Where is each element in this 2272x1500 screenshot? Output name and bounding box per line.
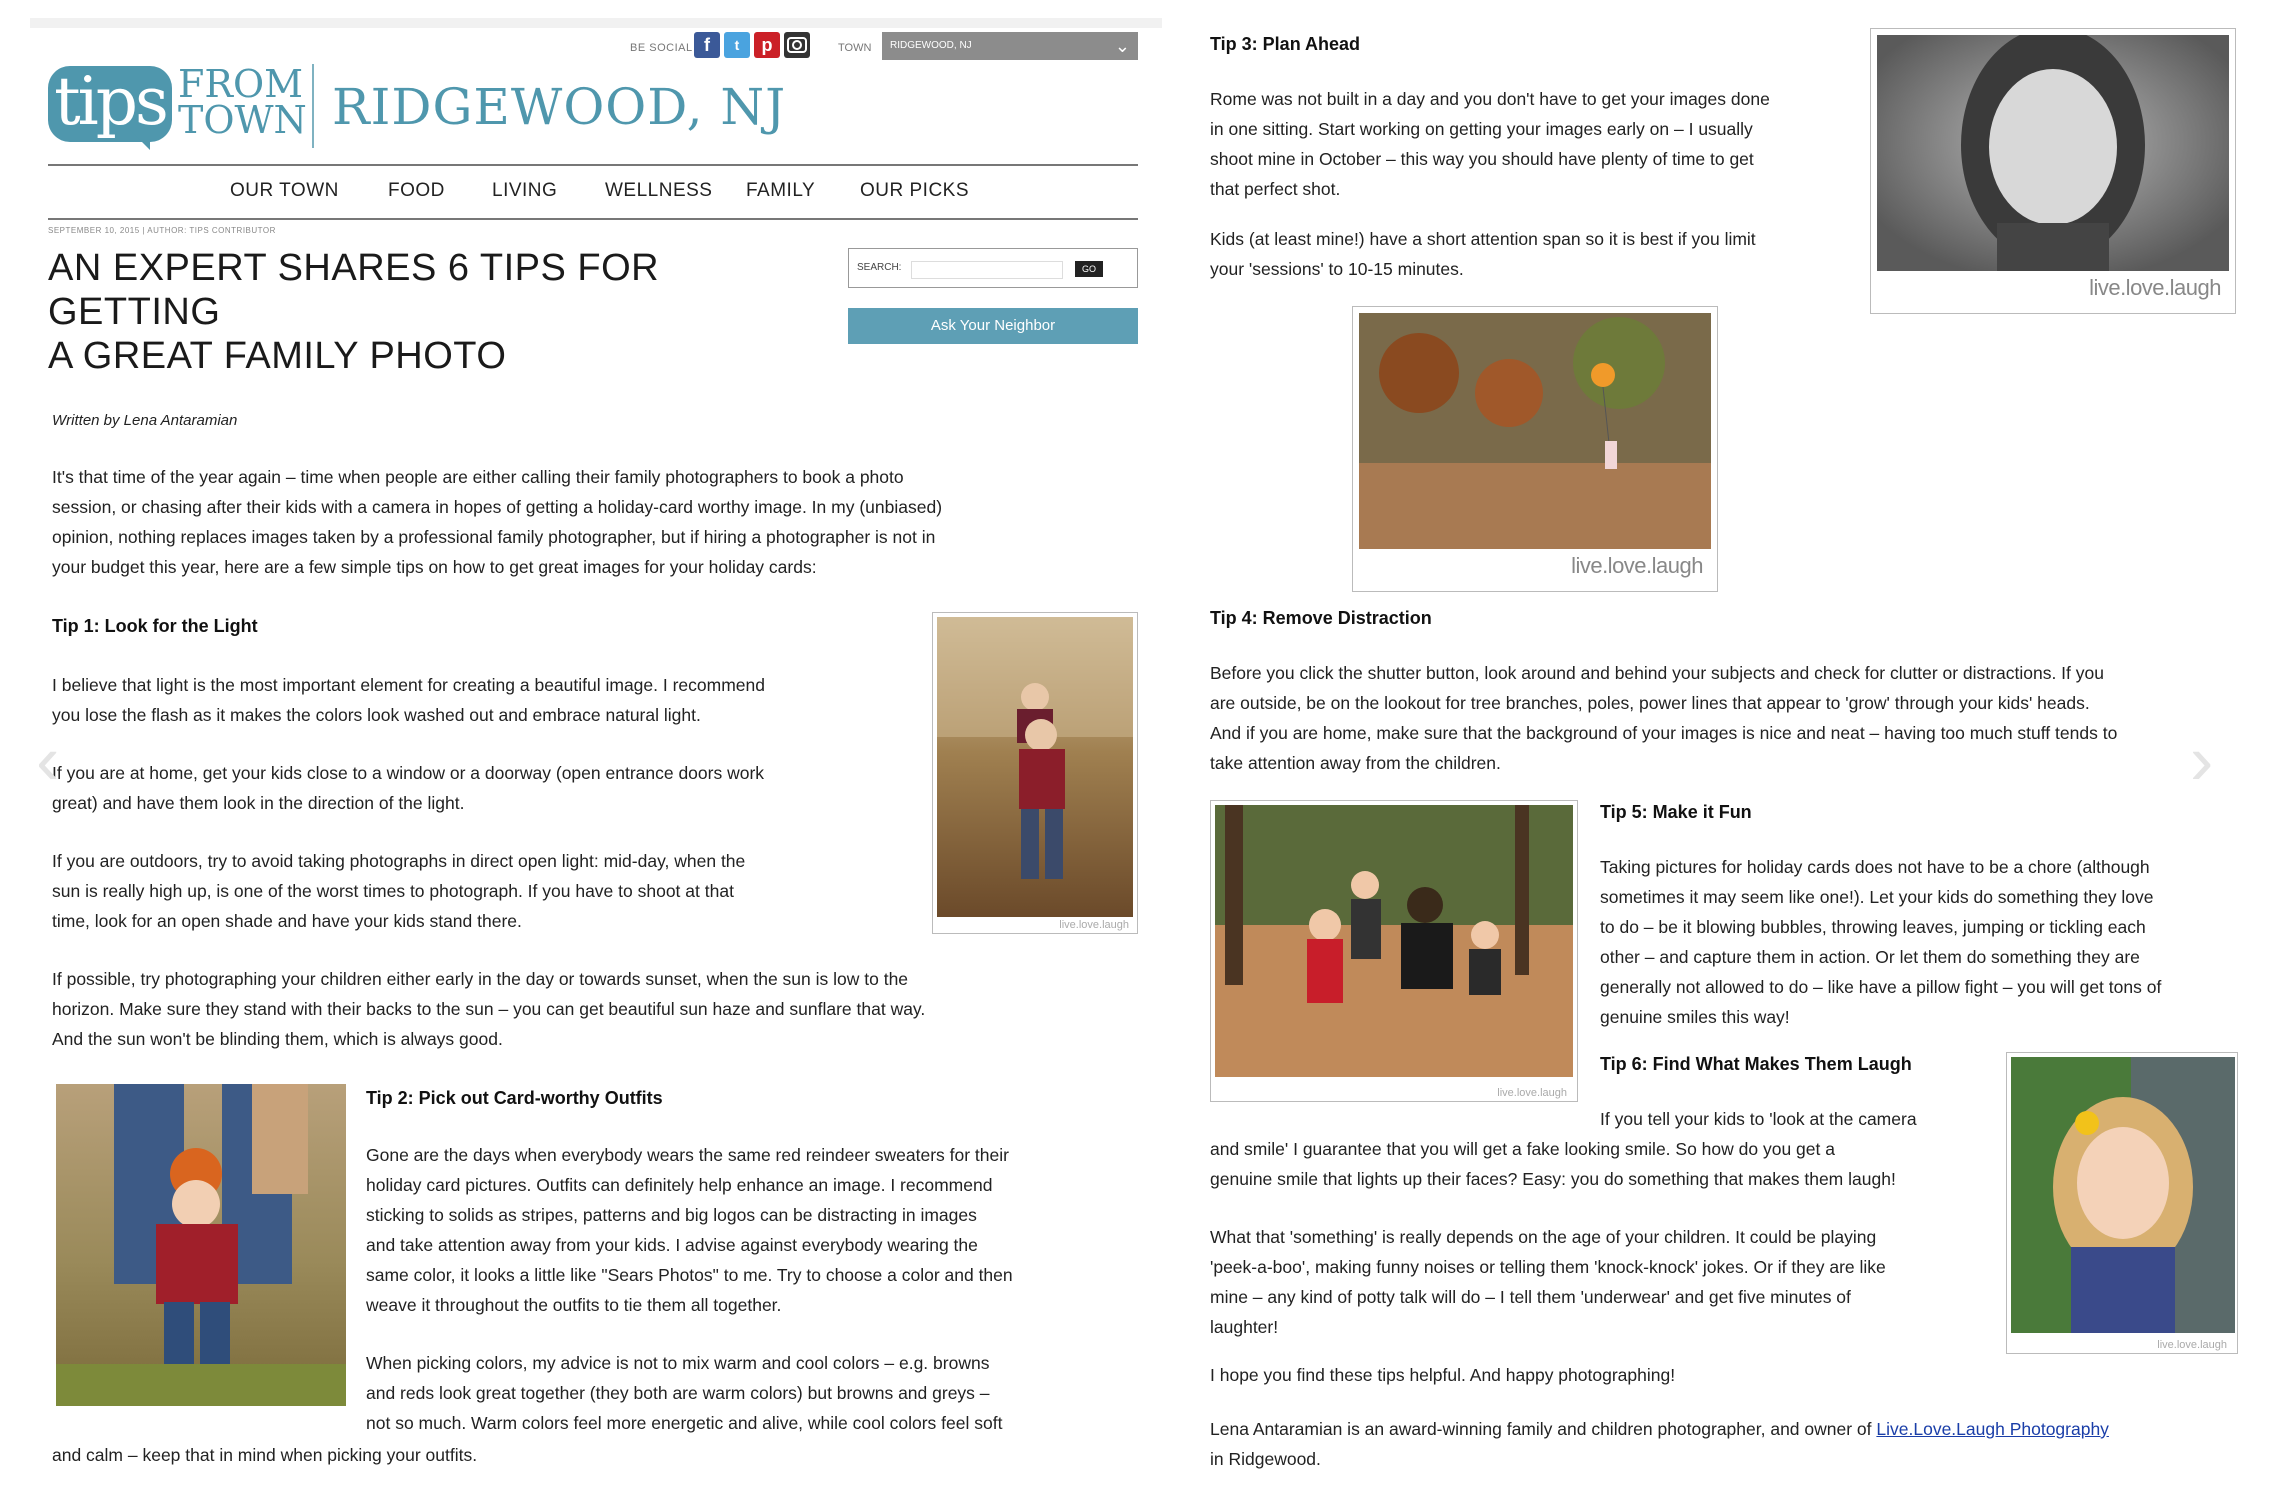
town-select-value: RIDGEWOOD, NJ xyxy=(890,40,972,51)
tip2-paragraph-2 xyxy=(366,1348,1002,1438)
text-line: laughter! xyxy=(1210,1317,1279,1337)
headline-line-2: A GREAT FAMILY PHOTO xyxy=(48,335,507,377)
tip3-paragraph-2 xyxy=(1210,224,1756,284)
tip5-title: Tip 5: Make it Fun xyxy=(1600,802,1752,822)
nav-rule xyxy=(48,218,1138,220)
text-line: great) and have them look in the direction of the light. xyxy=(52,793,465,813)
photo-watermark: live.love.laugh xyxy=(1497,1087,1567,1099)
text-line: If possible, try photographing your children either early in the day or towards sunset, when the sun is low to the xyxy=(52,969,909,989)
tip3-paragraph-1 xyxy=(1210,84,1770,204)
text-line: to do – be it blowing bubbles, throwing leaves, jumping or tickling each xyxy=(1600,917,2146,937)
text-line: What that 'something' is really depends on the age of your children. It could be playing xyxy=(1210,1227,1877,1247)
text-line: Rome was not built in a day and you don't have to get your images done xyxy=(1210,89,1770,109)
text-line: Before you click the shutter button, look around and behind your subjects and check for clutter or distractions. If you xyxy=(1210,663,2104,683)
text-line: weave it throughout the outfits to tie them all together. xyxy=(366,1295,782,1315)
tip2-title: Tip 2: Pick out Card-worthy Outfits xyxy=(366,1088,663,1108)
logo-from: FROM xyxy=(178,62,304,106)
text-line: other – and capture them in action. Or let them do something they are xyxy=(1600,947,2140,967)
tip4-paragraph-1 xyxy=(1210,658,2117,778)
text-line: genuine smiles this way! xyxy=(1600,1007,1790,1027)
nav-food[interactable]: FOOD xyxy=(388,180,445,201)
photo-family-leaves xyxy=(1210,800,1578,1102)
nav-living[interactable]: LIVING xyxy=(492,180,558,201)
text-line: and take attention away from your kids. I advise against everybody wearing the xyxy=(366,1235,978,1255)
tip6-paragraph-2 xyxy=(1210,1222,1886,1342)
text-line: that perfect shot. xyxy=(1210,179,1341,199)
article-headline xyxy=(48,246,828,378)
photo-balloon-field xyxy=(1352,306,1718,592)
search-box xyxy=(848,248,1138,288)
photo-piggyback xyxy=(932,612,1138,934)
photo-girl-flower xyxy=(2006,1052,2238,1354)
chevron-left-icon[interactable]: ‹ xyxy=(36,721,60,799)
text-line: opinion, nothing replaces images taken by a professional family photographer, but if hiring a photographer is not in xyxy=(52,527,936,547)
text-line: If you are outdoors, try to avoid taking photographs in direct open light: mid-day, when the xyxy=(52,851,746,871)
logo-tail xyxy=(128,128,150,150)
text-line: session, or chasing after their kids with a camera in hopes of getting a holiday-card worthy image. In my (unbiased) xyxy=(52,497,943,517)
byline: SEPTEMBER 10, 2015 | AUTHOR: TIPS CONTRIBUTOR xyxy=(48,226,276,235)
search-go-button[interactable]: GO xyxy=(1075,261,1103,277)
text-line: sometimes it may seem like one!). Let your kids do something they love xyxy=(1600,887,2154,907)
headline-line-1: AN EXPERT SHARES 6 TIPS FOR GETTING xyxy=(48,247,660,333)
text-line: When picking colors, my advice is not to mix warm and cool colors – e.g. browns xyxy=(366,1353,990,1373)
tip6-paragraph-1 xyxy=(1210,1134,1896,1194)
text-line: sticking to solids as stripes, patterns and big logos can be distracting in images xyxy=(366,1205,977,1225)
tip1-paragraph-3 xyxy=(52,846,745,936)
tip1-paragraph-1 xyxy=(52,670,765,730)
text-line: you lose the flash as it makes the colors look washed out and embrace natural light. xyxy=(52,705,701,725)
social-label: BE SOCIAL xyxy=(630,42,693,54)
logo-divider xyxy=(312,64,314,148)
twitter-icon[interactable]: t xyxy=(724,32,750,58)
text-line: take attention away from the children. xyxy=(1210,753,1501,773)
author-bio xyxy=(1210,1414,2109,1474)
text-line: generally not allowed to do – like have a pillow fight – you will get tons of xyxy=(1600,977,2162,997)
photo-watermark: live.love.laugh xyxy=(1059,919,1129,931)
text-line: and smile' I guarantee that you will get a fake looking smile. So how do you get a xyxy=(1210,1139,1835,1159)
text-line: in one sitting. Start working on getting your images early on – I usually xyxy=(1210,119,1753,139)
photo-watermark: live.love.laugh xyxy=(1571,553,1703,578)
search-label: SEARCH: xyxy=(857,262,902,273)
text-line: It's that time of the year again – time when people are either calling their family photographers to book a photo xyxy=(52,467,904,487)
text-line: genuine smile that lights up their faces? Easy: you do something that makes them laugh! xyxy=(1210,1169,1896,1189)
text-line: mine – any kind of potty talk will do – I tell them 'underwear' and get five minutes of xyxy=(1210,1287,1851,1307)
bio-text: Lena Antaramian is an award-winning family and children photographer, and owner of xyxy=(1210,1419,1877,1439)
logo-town: TOWN xyxy=(178,98,307,142)
logo[interactable] xyxy=(48,63,172,142)
facebook-icon[interactable]: f xyxy=(694,32,720,58)
photo-watermark: live.love.laugh xyxy=(2157,1339,2227,1351)
tip2-paragraph-2-end: and calm – keep that in mind when picking your outfits. xyxy=(52,1445,478,1465)
chevron-right-icon[interactable]: › xyxy=(2190,721,2214,799)
text-line: And if you are home, make sure that the background of your images is nice and neat – having too much stuff tends to xyxy=(1210,723,2118,743)
closing-line: I hope you find these tips helpful. And happy photographing! xyxy=(1210,1365,1676,1385)
text-line: your budget this year, here are a few simple tips on how to get great images for your holiday cards: xyxy=(52,557,817,577)
photo-baby-standing xyxy=(56,1084,346,1406)
text-line: Kids (at least mine!) have a short attention span so it is best if you limit xyxy=(1210,229,1756,249)
text-line: horizon. Make sure they stand with their backs to the sun – you can get beautiful sun haze and sunflare that way. xyxy=(52,999,926,1019)
town-select[interactable] xyxy=(882,32,1138,60)
text-line: and reds look great together (they both are warm colors) but browns and greys – xyxy=(366,1383,990,1403)
text-line: time, look for an open shade and have your kids stand there. xyxy=(52,911,522,931)
photography-link[interactable]: Live.Love.Laugh Photography xyxy=(1876,1419,2109,1439)
tip6-paragraph-1-start: If you tell your kids to 'look at the camera xyxy=(1600,1109,1917,1129)
header-rule xyxy=(48,164,1138,166)
intro-paragraph xyxy=(52,462,942,582)
nav-wellness[interactable]: WELLNESS xyxy=(605,180,713,201)
chevron-down-icon: ⌄ xyxy=(1114,36,1130,56)
text-line: holiday card pictures. Outfits can definitely help enhance an image. I recommend xyxy=(366,1175,993,1195)
text-line: not so much. Warm colors feel more energetic and alive, while cool colors feel soft xyxy=(366,1413,1003,1433)
text-line: Gone are the days when everybody wears the same red reindeer sweaters for their xyxy=(366,1145,1009,1165)
photo-watermark: live.love.laugh xyxy=(2089,275,2221,300)
logo-tips: tips xyxy=(54,63,166,140)
instagram-icon[interactable] xyxy=(784,32,810,58)
search-input[interactable] xyxy=(911,261,1063,279)
text-line: 'peek-a-boo', making funny noises or telling them 'knock-knock' jokes. Or if they are like xyxy=(1210,1257,1886,1277)
text-line: I believe that light is the most important element for creating a beautiful image. I recommend xyxy=(52,675,765,695)
tip3-title: Tip 3: Plan Ahead xyxy=(1210,34,1361,54)
text-line: your 'sessions' to 10-15 minutes. xyxy=(1210,259,1464,279)
tip1-title: Tip 1: Look for the Light xyxy=(52,616,258,636)
nav-our-town[interactable]: OUR TOWN xyxy=(230,180,339,201)
text-line: And the sun won't be blinding them, which is always good. xyxy=(52,1029,503,1049)
bio-text-end: in Ridgewood. xyxy=(1210,1449,1321,1469)
text-line: Taking pictures for holiday cards does not have to be a chore (although xyxy=(1600,857,2150,877)
text-line: sun is really high up, is one of the worst times to photograph. If you have to shoot at that xyxy=(52,881,734,901)
text-line: If you are at home, get your kids close to a window or a doorway (open entrance doors work xyxy=(52,763,765,783)
text-line: same color, it looks a little like "Sears Photos" to me. Try to choose a color and then xyxy=(366,1265,1013,1285)
pinterest-icon[interactable]: p xyxy=(754,32,780,58)
town-label: TOWN xyxy=(838,42,872,54)
tip5-paragraph-1 xyxy=(1600,852,2161,1032)
ask-your-neighbor-button[interactable]: Ask Your Neighbor xyxy=(848,308,1138,344)
tip4-title: Tip 4: Remove Distraction xyxy=(1210,608,1432,628)
text-line: are outside, be on the lookout for tree branches, poles, power lines that appear to 'grow' through your kids' heads. xyxy=(1210,693,2090,713)
photo-girl-portrait xyxy=(1870,28,2236,314)
nav-family[interactable]: FAMILY xyxy=(746,180,816,201)
site-town-title: RIDGEWOOD, NJ xyxy=(332,78,787,136)
tip1-paragraph-4 xyxy=(52,964,925,1054)
top-strip xyxy=(30,18,1162,28)
written-by: Written by Lena Antaramian xyxy=(52,412,238,429)
text-line: shoot mine in October – this way you should have plenty of time to get xyxy=(1210,149,1754,169)
nav-our-picks[interactable]: OUR PICKS xyxy=(860,180,970,201)
tip2-paragraph-1 xyxy=(366,1140,1013,1320)
tip1-paragraph-2 xyxy=(52,758,764,818)
tip6-title: Tip 6: Find What Makes Them Laugh xyxy=(1600,1054,1912,1074)
